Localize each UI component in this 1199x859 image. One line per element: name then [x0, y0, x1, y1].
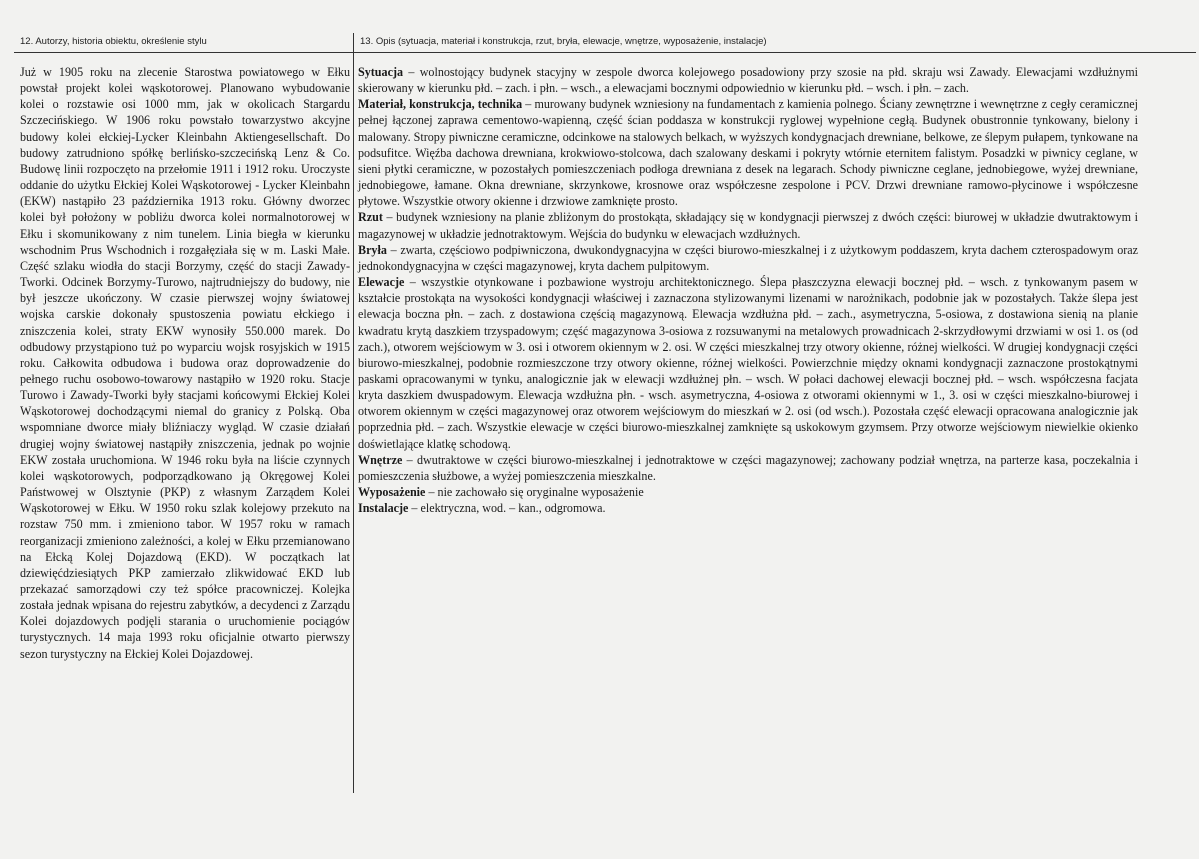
elewacje-label: Elewacje: [358, 275, 405, 290]
rzut-paragraph: [358, 209, 1138, 241]
material-paragraph: [358, 96, 1138, 209]
header-divider: [14, 52, 1196, 53]
wyposazenie-paragraph: [358, 484, 1138, 500]
history-section-header: 12. Autorzy, historia obiektu, określenie stylu: [20, 36, 207, 47]
instalacje-paragraph: [358, 500, 1138, 516]
rzut-text: – budynek wzniesiony na planie zbliżonym do prostokąta, składający się w kondygnacji pierwszej z dwóch części: biurowej w układzie dwutraktowym i magazynowej w układzie jednotraktowym. Wejścia do budynku w elewacjach wzdłużnych.: [358, 210, 1138, 241]
history-column: [20, 64, 350, 662]
column-divider: [353, 33, 354, 793]
wnetrze-text: – dwutraktowe w części biurowo-mieszkalnej i jednotraktowe w części magazynowej; zachowany podział wnętrza, na parterze kasa, poczekalnia i pomieszczenia służbowe, a wyżej pomieszczenia mieszkalne.: [358, 452, 1138, 483]
sytuacja-paragraph: [358, 64, 1138, 96]
sytuacja-label: Sytuacja: [358, 65, 404, 79]
bryla-label: Bryła: [358, 242, 387, 257]
bryla-text: – zwarta, częściowo podpiwniczona, dwukondygnacyjna w części biurowo-mieszkalnej i z użytkowym poddaszem, kryta dachem czterospadowym oraz jednokondygnacyjna w części magazynowej, kryta dachem pulpitowym.: [358, 242, 1138, 273]
instalacje-text: – elektryczna, wod. – kan., odgromowa.: [408, 501, 606, 516]
wnetrze-label: Wnętrze: [358, 452, 403, 467]
elewacje-paragraph: [358, 274, 1138, 452]
rzut-label: Rzut: [358, 210, 383, 225]
wyposazenie-label: Wyposażenie: [358, 485, 426, 500]
wyposazenie-text: – nie zachowało się oryginalne wyposażenie: [425, 485, 644, 500]
sytuacja-text: – wolnostojący budynek stacyjny w zespole dworca kolejowego posadowiony przy szosie na płd. skraju wsi Zawady. Elewacjami wzdłużnymi skierowany w kierunku płd. – zach. i płn. – wsch., a elewacjami bocznymi odpowiednio w kierunku płd. – wsch. i płn. – zach.: [358, 65, 1138, 96]
description-column: [358, 64, 1138, 516]
material-text: – murowany budynek wzniesiony na fundamentach z kamienia polnego. Ściany zewnętrzne i wewnętrzne z cegły ceramicznej pełnej łączonej zaprawa cementowo-wapienną, część ścian poddasza w konstrukcji ryglowej wypełnione cegłą. Budynek obustronnie tynkowany, bielony i malowany. Stropy piwniczne ceramiczne, odcinkowe na stalowych belkach, w wyższych kondygnacjach drewniane, belkowe, ze ślepym pułapem, tynkowane na podsufitce. Więźba dachowa drewniana, krokwiowo-stolcowa, dach szalowany deskami i pokryty wtórnie eternitem falistym. Posadzki w piwnicy ceglane, w sieni płytki ceramiczne, w pozostałych pomieszczeniach podłoga drewniana z desek na legarach. Schody piwniczne ceglane, jednobiegowe, wyżej drewniane, jednobiegowe, łamane. Okna drewniane, skrzynkowe, krosnowe oraz współczesne zespolone i PCV. Drzwi drewniane ramowo-płycinowe i współczesne płytowe. Wszystkie otwory okienne i drzwiowe zamknięte prosto.: [358, 97, 1138, 209]
bryla-paragraph: [358, 242, 1138, 274]
material-label: Materiał, konstrukcja, technika: [358, 97, 523, 112]
history-text: Już w 1905 roku na zlecenie Starostwa powiatowego w Ełku powstał projekt kolei wąskotorowej. Planowano wybudowanie kolei o rozstawie osi 1000 mm, jak w okolicach Stargardu Szczecińskiego. W 1906 roku powstało towarzystwo akcyjne budowy kolei ełckiej-Lycker Kleinbahn Aktiengesellschaft. Do budowy zatrudniono spółkę berlińsko-szczecińską Lenz & Co. Budowę linii rozpoczęto na przełomie 1911 i 1912 roku. Uroczyste oddanie do użytku Ełckiej Kolei Wąskotorowej - Lycker Kleinbahn (EKW) nastąpiło 23 października 1913 roku. Główny dworzec kolei był położony w pobliżu dworca kolei normalnotorowej w Ełku i skomunikowany z nim tunelem. Linia biegła w kierunku wschodnim Prus Wschodnich i rozgałęziała się w m. Laski Małe. Część szlaku wiodła do stacji Borzymy, część do stacji Zawady-Tworki. Odcinek Borzymy-Turowo, najtrudniejszy do budowy, nie był jeszcze ukończony. W czasie pierwszej wojny światowej wojska carskie dokonały spustoszenia powiatu ełckiego i zniszczenia kolei, straty EKW wynosiły 550.000 marek. Do odbudowy przystąpiono tuż po wyparciu wojsk rosyjskich w 1915 roku. Całkowita odbudowa i budowa oraz doprowadzenie do pełnego ruchu osobowo-towarowy nastąpiło w 1920 roku. Stacje Turowo i Zawady-Tworki były stacjami końcowymi Ełckiej Kolei Wąskotorowej dochodzącymi niemal do granicy z Polską. Oba wspomniane dworce miały bliźniaczy wygląd. W czasie działań drugiej wojny światowej nastąpiły zniszczenia, jednak po wojnie EKW została uruchomiona. W 1946 roku była na liście czynnych kolei wąskotorowych, podporządkowano ją Okręgowej Kolei Państwowej w Olsztynie (PKP) z własnym Zarządem Kolei Wąskotorowej w Ełku. W 1950 roku szlak kolejowy przekuto na rozstaw 750 mm. i zmieniono tabor. W 1957 roku w ramach reorganizacji zmieniono zależności, a kolej w Ełku przemianowano na Ełcką Kolej Dojazdową (EKD). W początkach lat dziewięćdziesiątych PKP zamierzało zlikwidować EKD lub przekazać samorządowi czy też spółce pracowniczej. Kolejka została jednak wpisana do rejestru zabytków, a decydenci z Zarządu Kolei dojazdowych podjęli starania o uruchomienie pociągów turystycznych. 14 maja 1993 roku oficjalnie otwarto pierwszy sezon turystyczny na Ełckiej Kolei Dojazdowej.: [20, 65, 350, 661]
description-section-header: 13. Opis (sytuacja, materiał i konstrukcja, rzut, bryła, elewacje, wnętrze, wyposażenie, instalacje): [360, 36, 767, 47]
instalacje-label: Instalacje: [358, 501, 409, 516]
wnetrze-paragraph: [358, 452, 1138, 484]
elewacje-text: – wszystkie otynkowane i pozbawione wystroju architektonicznego. Ślepa płaszczyzna elewacji bocznej płd. – wsch. z tynkowanym pasem w kształcie prostokąta na wysokości kondygnacji właściwej i zaznaczona stylizowanymi lizenami w narożnikach, podobnie jak w pozostałych. Także ślepa jest elewacja boczna płn. – zach. z dostawiona częścią magazynową. Elewacja wzdłużna płd. – zach., asymetryczna, 5-osiowa, z dostawiona sienią na planie kwadratu krytą daszkiem trzyspadowym; część magazynowa 3-osiowa z rozsuwanymi na metalowych prowadnicach 2-skrzydłowymi drzwiami w osi 1. os (od zach.), otworem wejściowym w 3. osi i otworem okiennym w 2. osi. W części mieszkalnej trzy otwory okienne, różnej wielkości. W drugiej kondygnacji części biurowo-mieszkalnej, podobnie rozmieszczone trzy otwory okienne, różnej wielkości. Powierzchnie między oknami kondygnacji zaznaczone prostokątnymi paskami opracowanymi w tynku, analogicznie jak w elewacji wzdłużnej płn. – wsch. W połaci dachowej elewacji bocznej płd. – wsch. współczesna facjata kryta daszkiem dwuspadowym. Elewacja wzdłużna płn. - wsch. asymetryczna, 4-osiowa z otworami okiennymi w 1., 3. osi w części mieszkalno-biurowej i otworem okiennym w części magazynowej oraz otworem wejściowym do mieszkań w 2. osi (od wsch.). Pozostała część elewacji opracowana analogicznie jak poprzednia płd. – zach. Wszystkie elewacje w części biurowo-mieszkalnej zamknięte są uskokowym gzymsem. Przy otworze wejściowym niewielkie okienko doświetlające klatkę schodową.: [358, 275, 1138, 451]
